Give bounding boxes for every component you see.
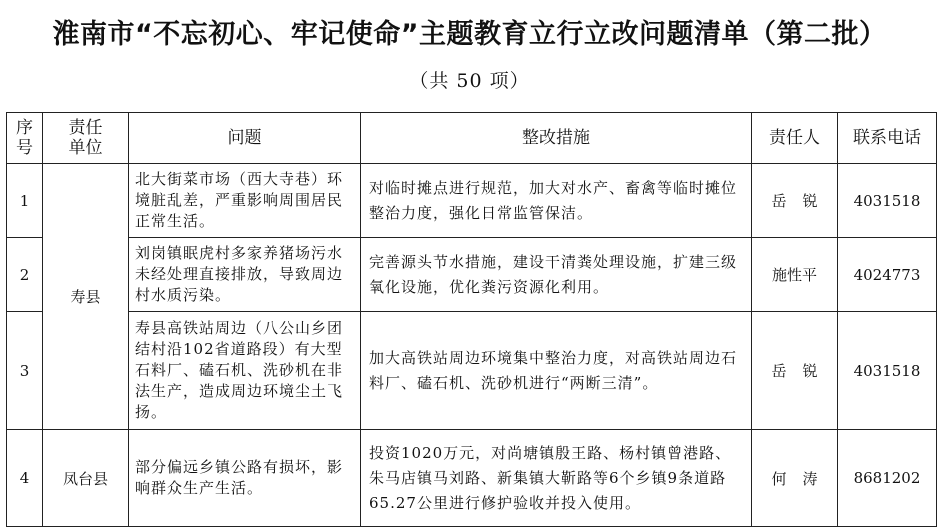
header-problem: 问题 — [129, 113, 361, 164]
row-person: 岳锐 — [752, 312, 838, 430]
row-phone: 4024773 — [838, 238, 937, 312]
row-person: 何涛 — [752, 430, 838, 527]
row-problem: 部分偏远乡镇公路有损坏，影响群众生产生活。 — [129, 430, 361, 527]
row-problem: 寿县高铁站周边（八公山乡团结村沿102省道路段）有大型石料厂、磕石机、洗砂机在非法生产，造成周边环境尘土飞扬。 — [129, 312, 361, 430]
header-no: 序号 — [7, 113, 43, 164]
row-no: 2 — [7, 238, 43, 312]
row-measures: 完善源头节水措施，建设干清粪处理设施，扩建三级氧化设施，优化粪污资源化利用。 — [361, 238, 752, 312]
row-no: 1 — [7, 164, 43, 238]
row-measures: 投资1020万元，对尚塘镇殷王路、杨村镇曾港路、朱马店镇马刘路、新集镇大靳路等6个乡镇9条道路65.27公里进行修护验收并投入使用。 — [361, 430, 752, 527]
page-title: 淮南市“不忘初心、牢记使命”主题教育立行立改问题清单（第二批） — [52, 19, 887, 50]
row-unit: 寿县 — [43, 164, 129, 430]
row-no: 4 — [7, 430, 43, 527]
table-row — [7, 430, 937, 527]
row-phone: 4031518 — [838, 164, 937, 238]
header-unit: 责任单位 — [43, 113, 129, 164]
table-header-row — [7, 113, 937, 164]
row-problem: 北大街菜市场（西大寺巷）环境脏乱差，严重影响周围居民正常生活。 — [129, 164, 361, 238]
row-problem: 刘岗镇眠虎村多家养猪场污水未经处理直接排放，导致周边村水质污染。 — [129, 238, 361, 312]
problem-table — [6, 112, 937, 527]
row-person: 岳锐 — [752, 164, 838, 238]
row-unit: 凤台县 — [43, 430, 129, 527]
item-count: （共 50 项） — [409, 70, 530, 92]
row-measures: 加大高铁站周边环境集中整治力度，对高铁站周边石料厂、磕石机、洗砂机进行“两断三清”。 — [361, 312, 752, 430]
table-row — [7, 164, 937, 238]
row-phone: 8681202 — [838, 430, 937, 527]
row-measures: 对临时摊点进行规范，加大对水产、畜禽等临时摊位整治力度，强化日常监管保洁。 — [361, 164, 752, 238]
row-phone: 4031518 — [838, 312, 937, 430]
row-no: 3 — [7, 312, 43, 430]
header-measures: 整改措施 — [361, 113, 752, 164]
header-person: 责任人 — [752, 113, 838, 164]
row-person: 施性平 — [752, 238, 838, 312]
table-row — [7, 238, 937, 312]
table-row — [7, 312, 937, 430]
header-phone: 联系电话 — [838, 113, 937, 164]
